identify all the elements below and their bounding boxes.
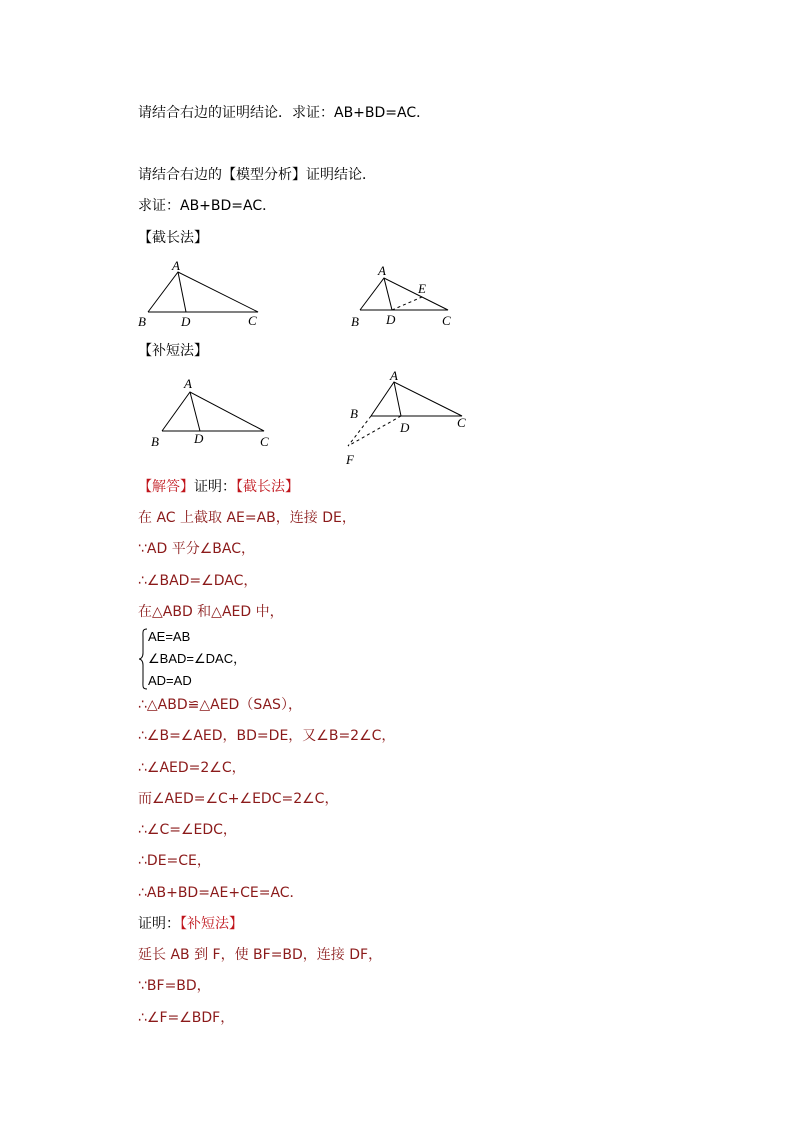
proof2-method: 【补短法】 — [180, 916, 243, 932]
method-tag: 【截长法】 — [236, 479, 299, 495]
question-line-3: 求证：AB+BD=AC． — [138, 198, 277, 214]
step-2: ∵AD 平分∠BAC， — [138, 541, 255, 557]
triangle-figure-1 — [134, 256, 274, 332]
triangle-figure-2 — [346, 258, 466, 334]
step-7: ∴∠AED=2∠C， — [138, 760, 246, 776]
step-10: ∴DE=CE， — [138, 853, 211, 869]
step-4: 在△ABD 和△AED 中， — [138, 604, 284, 620]
step-8: 而∠AED=∠C+∠EDC=2∠C， — [138, 791, 339, 807]
label-B: B — [350, 406, 358, 421]
triangle-figure-4 — [340, 366, 470, 470]
label-E: E — [418, 281, 426, 296]
label-D: D — [194, 431, 204, 446]
label-C: C — [260, 434, 269, 449]
label-A: A — [184, 376, 192, 391]
system-line-2: ∠BAD=∠DAC， — [148, 651, 247, 666]
label-C: C — [457, 415, 466, 430]
proof-label: 证明： — [194, 479, 236, 495]
step-12: 延长 AB 到 F，使 BF=BD，连接 DF， — [138, 947, 383, 963]
figure-bu-right — [340, 366, 470, 474]
figure-jie-right — [346, 258, 466, 338]
step-6: ∴∠B=∠AED，BD=DE，又∠B=2∠C， — [138, 728, 396, 744]
step-13: ∵BF=BD， — [138, 978, 211, 994]
step-14: ∴∠F=∠BDF， — [138, 1010, 235, 1026]
proof2-label: 证明： — [138, 916, 180, 932]
label-D: D — [400, 420, 410, 435]
label-A: A — [378, 263, 386, 278]
step-3: ∴∠BAD=∠DAC， — [138, 573, 258, 589]
label-C: C — [442, 313, 451, 328]
label-F: F — [346, 452, 354, 467]
step-11: ∴AB+BD=AE+CE=AC． — [138, 885, 304, 901]
method-label-jie: 【截长法】 — [138, 230, 208, 246]
system-line-1: AE=AB — [148, 629, 191, 644]
label-B: B — [138, 314, 146, 329]
answer-tag: 【解答】 — [138, 479, 194, 495]
label-C: C — [248, 313, 257, 328]
solution-header — [138, 478, 299, 496]
step-9: ∴∠C=∠EDC， — [138, 822, 237, 838]
system-line-3: AD=AD — [148, 673, 192, 688]
label-B: B — [151, 434, 159, 449]
method-label-bu: 【补短法】 — [138, 343, 208, 359]
step-5: ∴△ABD≌△AED（SAS）， — [138, 697, 302, 713]
question-line-2: 请结合右边的【模型分析】证明结论． — [138, 167, 376, 183]
label-B: B — [351, 314, 359, 329]
triangle-figure-3 — [146, 372, 276, 452]
figure-jie-left — [134, 256, 274, 336]
label-A: A — [172, 258, 180, 273]
label-D: D — [386, 312, 396, 327]
step-1: 在 AC 上截取 AE=AB，连接 DE， — [138, 510, 356, 526]
proof2-header — [138, 915, 243, 933]
figure-bu-left — [146, 372, 276, 456]
label-A: A — [390, 368, 398, 383]
label-D: D — [181, 314, 191, 329]
left-brace — [138, 628, 148, 690]
question-line-1: 请结合右边的证明结论．求证：AB+BD=AC． — [138, 105, 431, 121]
